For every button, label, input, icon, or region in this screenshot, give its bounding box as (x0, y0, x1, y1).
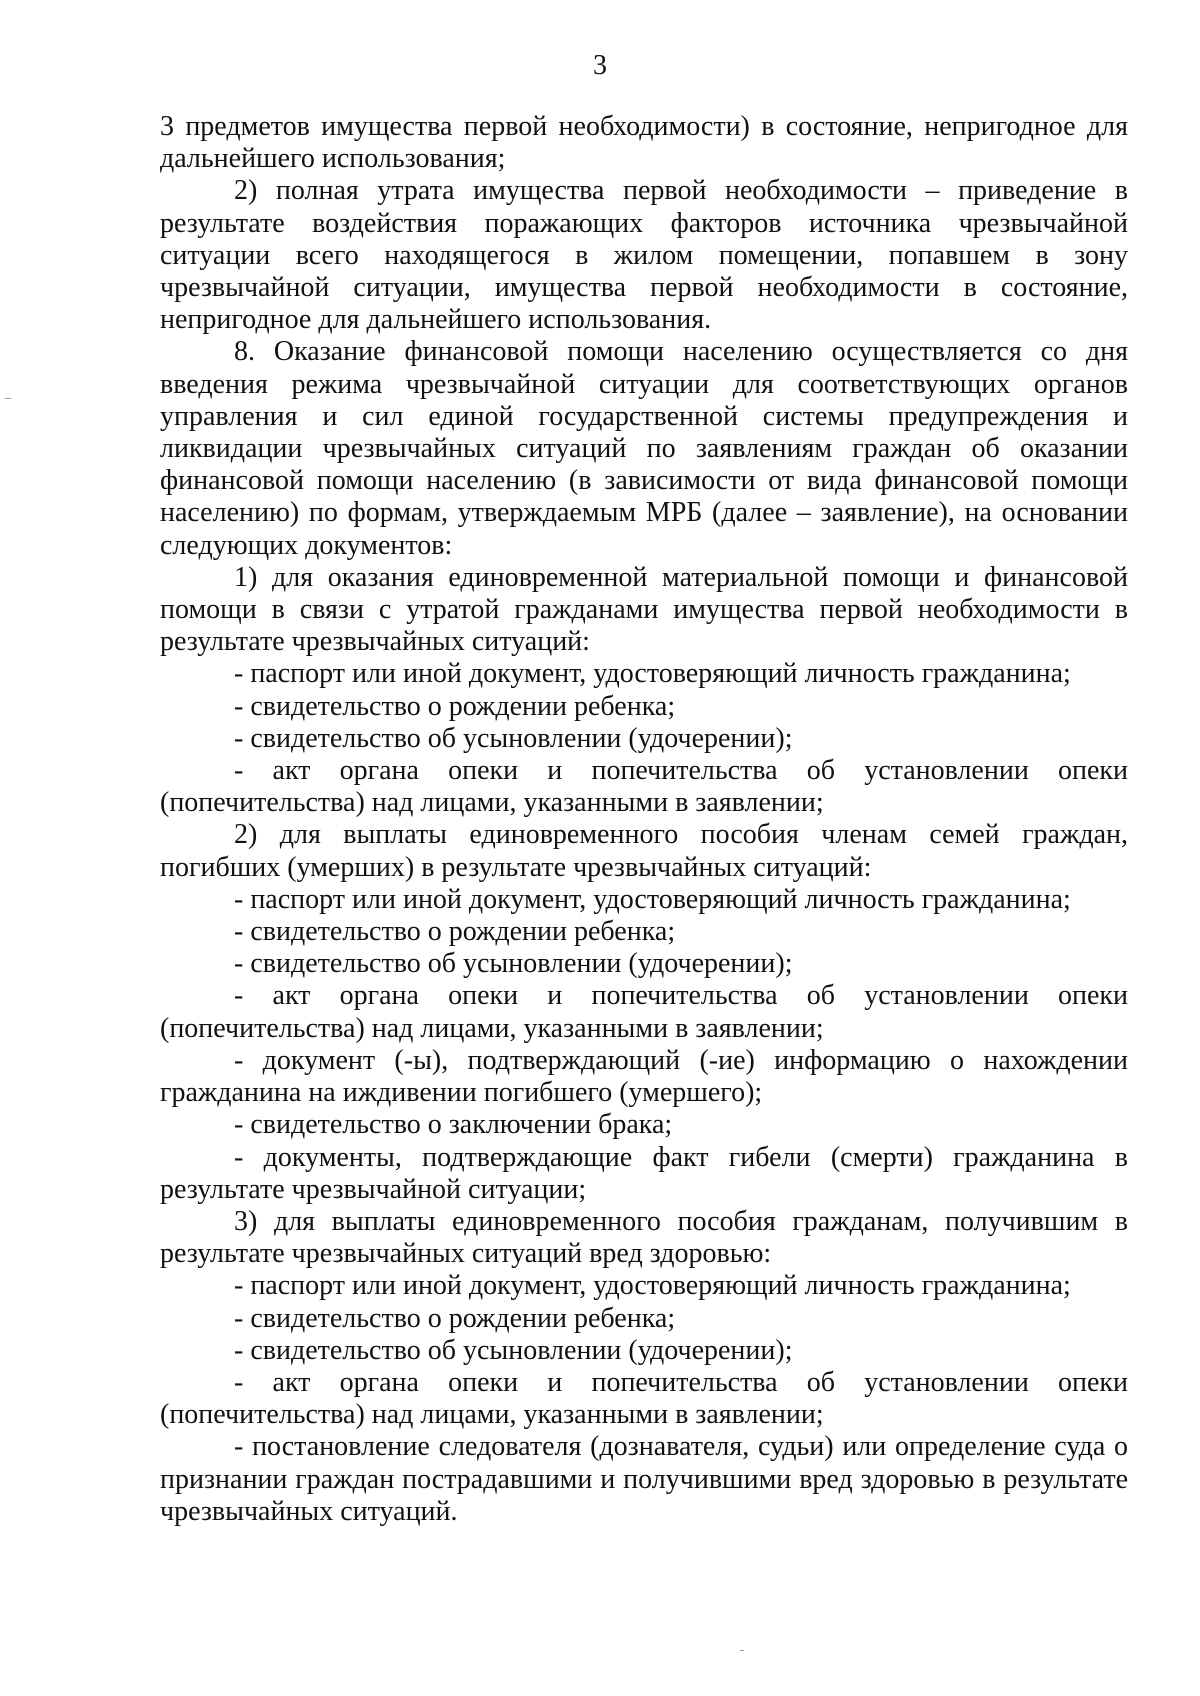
list-item: - постановление следователя (дознавателя, судьи) или определение суда о признании граждан пострадавшими и получившими вред здоровью в результате чрезвычайных ситуаций. (160, 1431, 1128, 1527)
list-item: - свидетельство об усыновлении (удочерении); (234, 1334, 793, 1366)
paragraph-continuation: 3 предметов имущества первой необходимости) в состояние, непригодное для дальнейшего использования; (160, 111, 1128, 175)
list-item: - свидетельство о заключении брака; (234, 1109, 673, 1141)
paragraph-item-2: 2) для выплаты единовременного пособия членам семей граждан, погибших (умерших) в результате чрезвычайных ситуаций: (160, 819, 1128, 883)
paragraph-total-loss-definition: 2) полная утрата имущества первой необходимости – приведение в результате воздействия поражающих факторов источника чрезвычайной ситуации всего находящегося в жилом помещении, попавшем в зону чрезвычайной ситуации, имущества первой необходимости в состояние, непригодное для дальнейшего использования. (160, 175, 1128, 336)
list-item: - паспорт или иной документ, удостоверяющий личность гражданина; (234, 658, 1071, 690)
scan-mark (740, 1650, 744, 1651)
list-item: - свидетельство о рождении ребенка; (234, 1302, 676, 1334)
list-item: - паспорт или иной документ, удостоверяющий личность гражданина; (234, 883, 1071, 915)
paragraph-item-3: 3) для выплаты единовременного пособия гражданам, получившим в результате чрезвычайных ситуаций вред здоровью: (160, 1205, 1128, 1270)
list-item: - документы, подтверждающие факт гибели (смерти) гражданина в результате чрезвычайной ситуации; (160, 1141, 1128, 1205)
page-number: 3 (593, 50, 607, 81)
list-item: - свидетельство об усыновлении (удочерении); (234, 722, 793, 754)
paragraph-section-8: 8. Оказание финансовой помощи населению осуществляется со дня введения режима чрезвычайной ситуации для соответствующих органов управления и сил единой государственной системы предупреждения и ликвидации чрезвычайных ситуаций по заявлениям граждан об оказании финансовой помощи населению (в зависимости от вида финансовой помощи населению) по формам, утверждаемым МРБ (далее – заявление), на основании следующих документов: (160, 336, 1128, 561)
list-item: - паспорт или иной документ, удостоверяющий личность гражданина; (234, 1270, 1071, 1302)
scan-mark (5, 398, 11, 399)
document-body (160, 111, 1128, 1528)
paragraph-item-1: 1) для оказания единовременной материальной помощи и финансовой помощи в связи с утратой гражданами имущества первой необходимости в результате чрезвычайных ситуаций: (160, 561, 1128, 658)
list-item: - свидетельство о рождении ребенка; (234, 690, 676, 722)
list-item: - акт органа опеки и попечительства об установлении опеки (попечительства) над лицами, указанными в заявлении; (160, 755, 1128, 819)
list-item: - свидетельство о рождении ребенка; (234, 916, 676, 948)
list-item: - документ (-ы), подтверждающий (-ие) информацию о нахождении гражданина на иждивении погибшего (умершего); (160, 1044, 1128, 1109)
list-item: - свидетельство об усыновлении (удочерении); (234, 948, 793, 980)
list-item: - акт органа опеки и попечительства об установлении опеки (попечительства) над лицами, указанными в заявлении; (160, 980, 1128, 1044)
list-item: - акт органа опеки и попечительства об установлении опеки (попечительства) над лицами, указанными в заявлении; (160, 1366, 1128, 1431)
